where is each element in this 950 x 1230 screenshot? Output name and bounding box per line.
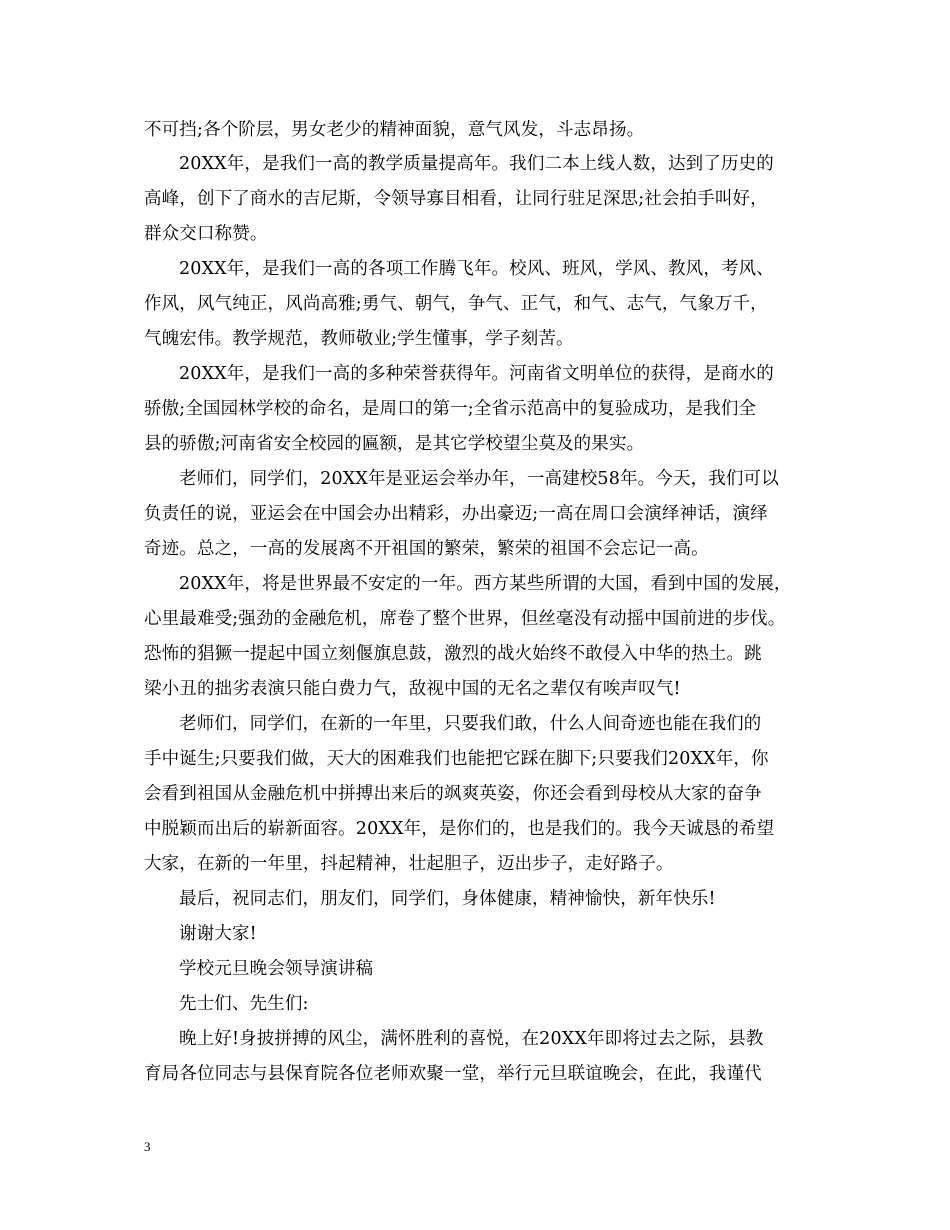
text-line: 骄傲;全国园林学校的命名，是周口的第一;全省示范高中的复验成功，是我们全 <box>144 399 757 419</box>
text-line: 负责任的说，亚运会在中国会办出精彩，办出豪迈;一高在周口会演绎神话，演绎 <box>144 504 768 524</box>
page-number: 3 <box>144 1139 151 1154</box>
text-line: 群众交口称赞。 <box>144 224 268 244</box>
text-line: 心里最难受;强劲的金融危机，席卷了整个世界，但丝毫没有动摇中国前进的步伐。 <box>144 609 786 629</box>
text-line: 梁小丑的拙劣表演只能白费力气，敌视中国的无名之辈仅有唉声叹气! <box>144 679 681 699</box>
paragraph-first-line: 谢谢大家! <box>179 924 257 944</box>
paragraph-first-line: 老师们，同学们，在新的一年里，只要我们敢，什么人间奇迹也能在我们的 <box>179 714 762 734</box>
text-line: 奇迹。总之，一高的发展离不开祖国的繁荣，繁荣的祖国不会忘记一高。 <box>144 539 709 559</box>
paragraph-first-line: 晚上好!身披拼搏的风尘，满怀胜利的喜悦，在20XX年即将过去之际，县教 <box>179 1029 764 1049</box>
salutation: 先士们、先生们: <box>179 994 309 1014</box>
text-line: 大家，在新的一年里，抖起精神，壮起胆子，迈出步子，走好路子。 <box>144 854 674 874</box>
section-title: 学校元旦晚会领导演讲稿 <box>179 959 374 979</box>
paragraph-first-line: 20XX年，是我们一高的教学质量提高年。我们二本上线人数，达到了历史的 <box>179 154 774 174</box>
text-line: 育局各位同志与县保育院各位老师欢聚一堂，举行元旦联谊晚会，在此，我谨代 <box>144 1064 762 1084</box>
text-line: 手中诞生;只要我们做，天大的困难我们也能把它踩在脚下;只要我们20XX年，你 <box>144 749 769 769</box>
text-line: 县的骄傲;河南省安全校园的匾额，是其它学校望尘莫及的果实。 <box>144 434 645 454</box>
text-line: 高峰，创下了商水的吉尼斯，令领导寡目相看，让同行驻足深思;社会拍手叫好， <box>144 189 768 209</box>
text-line: 会看到祖国从金融危机中拼搏出来后的飒爽英姿，你还会看到母校从大家的奋争 <box>144 784 762 804</box>
text-line: 气魄宏伟。教学规范，教师敬业;学生懂事，学子刻苦。 <box>144 329 574 349</box>
text-line: 不可挡;各个阶层，男女老少的精神面貌，意气风发，斗志昂扬。 <box>144 120 645 140</box>
paragraph-first-line: 20XX年，是我们一高的多种荣誉获得年。河南省文明单位的获得，是商水的 <box>179 364 774 384</box>
paragraph-first-line: 20XX年，将是世界最不安定的一年。西方某些所谓的大国，看到中国的发展， <box>179 574 792 594</box>
paragraph-first-line: 老师们，同学们，20XX年是亚运会举办年，一高建校58年。今天，我们可以 <box>179 469 779 489</box>
text-line: 作风，风气纯正，风尚高雅;勇气、朝气，争气、正气，和气、志气，气象万千， <box>144 294 768 314</box>
text-line: 恐怖的猖獗一提起中国立刻偃旗息鼓，激烈的战火始终不敢侵入中华的热土。跳 <box>144 644 762 664</box>
paragraph-first-line: 最后，祝同志们，朋友们，同学们，身体健康，精神愉快，新年快乐! <box>179 889 716 909</box>
paragraph-first-line: 20XX年，是我们一高的各项工作腾飞年。校风、班风，学风、教风，考风、 <box>179 259 774 279</box>
text-line: 中脱颖而出后的崭新面容。20XX年，是你们的，也是我们的。我今天诚恳的希望 <box>144 819 775 839</box>
